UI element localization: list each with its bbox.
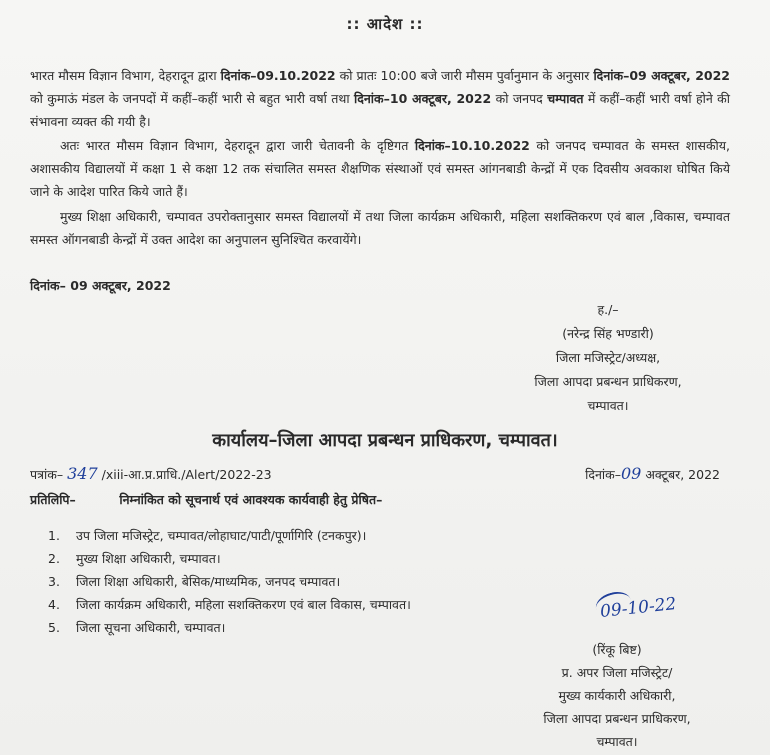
- order-title: :: आदेश ::: [346, 15, 424, 33]
- paragraph-holiday-order: अतः भारत मौसम विज्ञान विभाग, देहरादून द्वारा जारी चेतावनी के दृष्टिगत दिनांक–10.10.2022 को जनपद चम्पावत के समस्त शासकीय, अशासकीय विद्यालयों में कक्षा 1 से कक्षा 12 तक संचालित समस्त शैक्षणिक संस्थाओं एवं समस्त आंगनबाडी केन्द्रों में एक दिवसीय अवकाश घोषित किये जाने के आदेश पारित किये जाते हैं।: [30, 138, 730, 199]
- handwritten-signature-date: 09-10-22: [599, 594, 677, 622]
- recipient-list: [48, 524, 411, 639]
- handwritten-date-day: 09: [620, 464, 642, 483]
- list-item: 3. जिला शिक्षा अधिकारी, बेसिक/माध्यमिक, जनपद चम्पावत।: [48, 574, 341, 589]
- list-item: 1. उप जिला मजिस्ट्रेट, चम्पावत/लोहाघाट/पाटी/पूर्णागिरि (टनकपुर)।: [48, 528, 367, 543]
- paragraph-forecast: भारत मौसम विज्ञान विभाग, देहरादून द्वारा दिनांक–09.10.2022 को प्रातः 10:00 बजे जारी मौसम पुर्वानुमान के अनुसार दिनांक–09 अक्टूबर, 2022 को कुमाऊं मंडल के जनपदों में कहीं–कहीं भारी से बहुत भारी वर्षा तथा दिनांक–10 अक्टूबर, 2022 को जनपद चम्पावत में कहीं–कहीं भारी वर्षा होने की संभावना व्यक्त की गयी है।: [30, 68, 730, 129]
- office-heading: कार्यालय–जिला आपदा प्रबन्धन प्राधिकरण, चम्पावत।: [212, 430, 558, 451]
- signature-block-dm: ह./– (नरेन्द्र सिंह भण्डारी) जिला मजिस्ट्रेट/अध्यक्ष, जिला आपदा प्रबन्धन प्राधिकरण, चम्पावत।: [534, 302, 682, 413]
- list-item: 4. जिला कार्यक्रम अधिकारी, महिला सशक्तिकरण एवं बाल विकास, चम्पावत।: [48, 597, 411, 612]
- copy-to-line: प्रतिलिपि– निम्नांकित को सूचनार्थ एवं आवश्यक कार्यवाही हेतु प्रेषित–: [30, 492, 383, 507]
- list-item: 2. मुख्य शिक्षा अधिकारी, चम्पावत।: [48, 551, 221, 566]
- reference-date: दिनांक–09 अक्टूबर, 2022: [585, 464, 720, 483]
- signature-block-adm: (रिंकू बिष्ट) प्र. अपर जिला मजिस्ट्रेट/ मुख्य कार्यकारी अधिकारी, जिला आपदा प्रबन्धन प्राधिकरण, चम्पावत।: [543, 642, 691, 749]
- list-item: 5. जिला सूचना अधिकारी, चम्पावत।: [48, 620, 226, 635]
- paragraph-compliance: मुख्य शिक्षा अधिकारी, चम्पावत उपरोक्तानुसार समस्त विद्यालयों में तथा जिला कार्यक्रम अधिकारी, महिला सशक्तिकरण एवं बाल ,विकास, चम्पावत समस्त ऑगनबाडी केन्द्रों में उक्त आदेश का अनुपालन सुनिश्चित करवायेंगे।: [30, 209, 730, 247]
- handwritten-ref-number: 347: [67, 464, 98, 483]
- order-date: दिनांक– 09 अक्टूबर, 2022: [30, 278, 171, 293]
- reference-line: पत्रांक– 347 /xiii-आ.प्र.प्राधि./Alert/2022-23 दिनांक–09 अक्टूबर, 2022: [30, 464, 720, 483]
